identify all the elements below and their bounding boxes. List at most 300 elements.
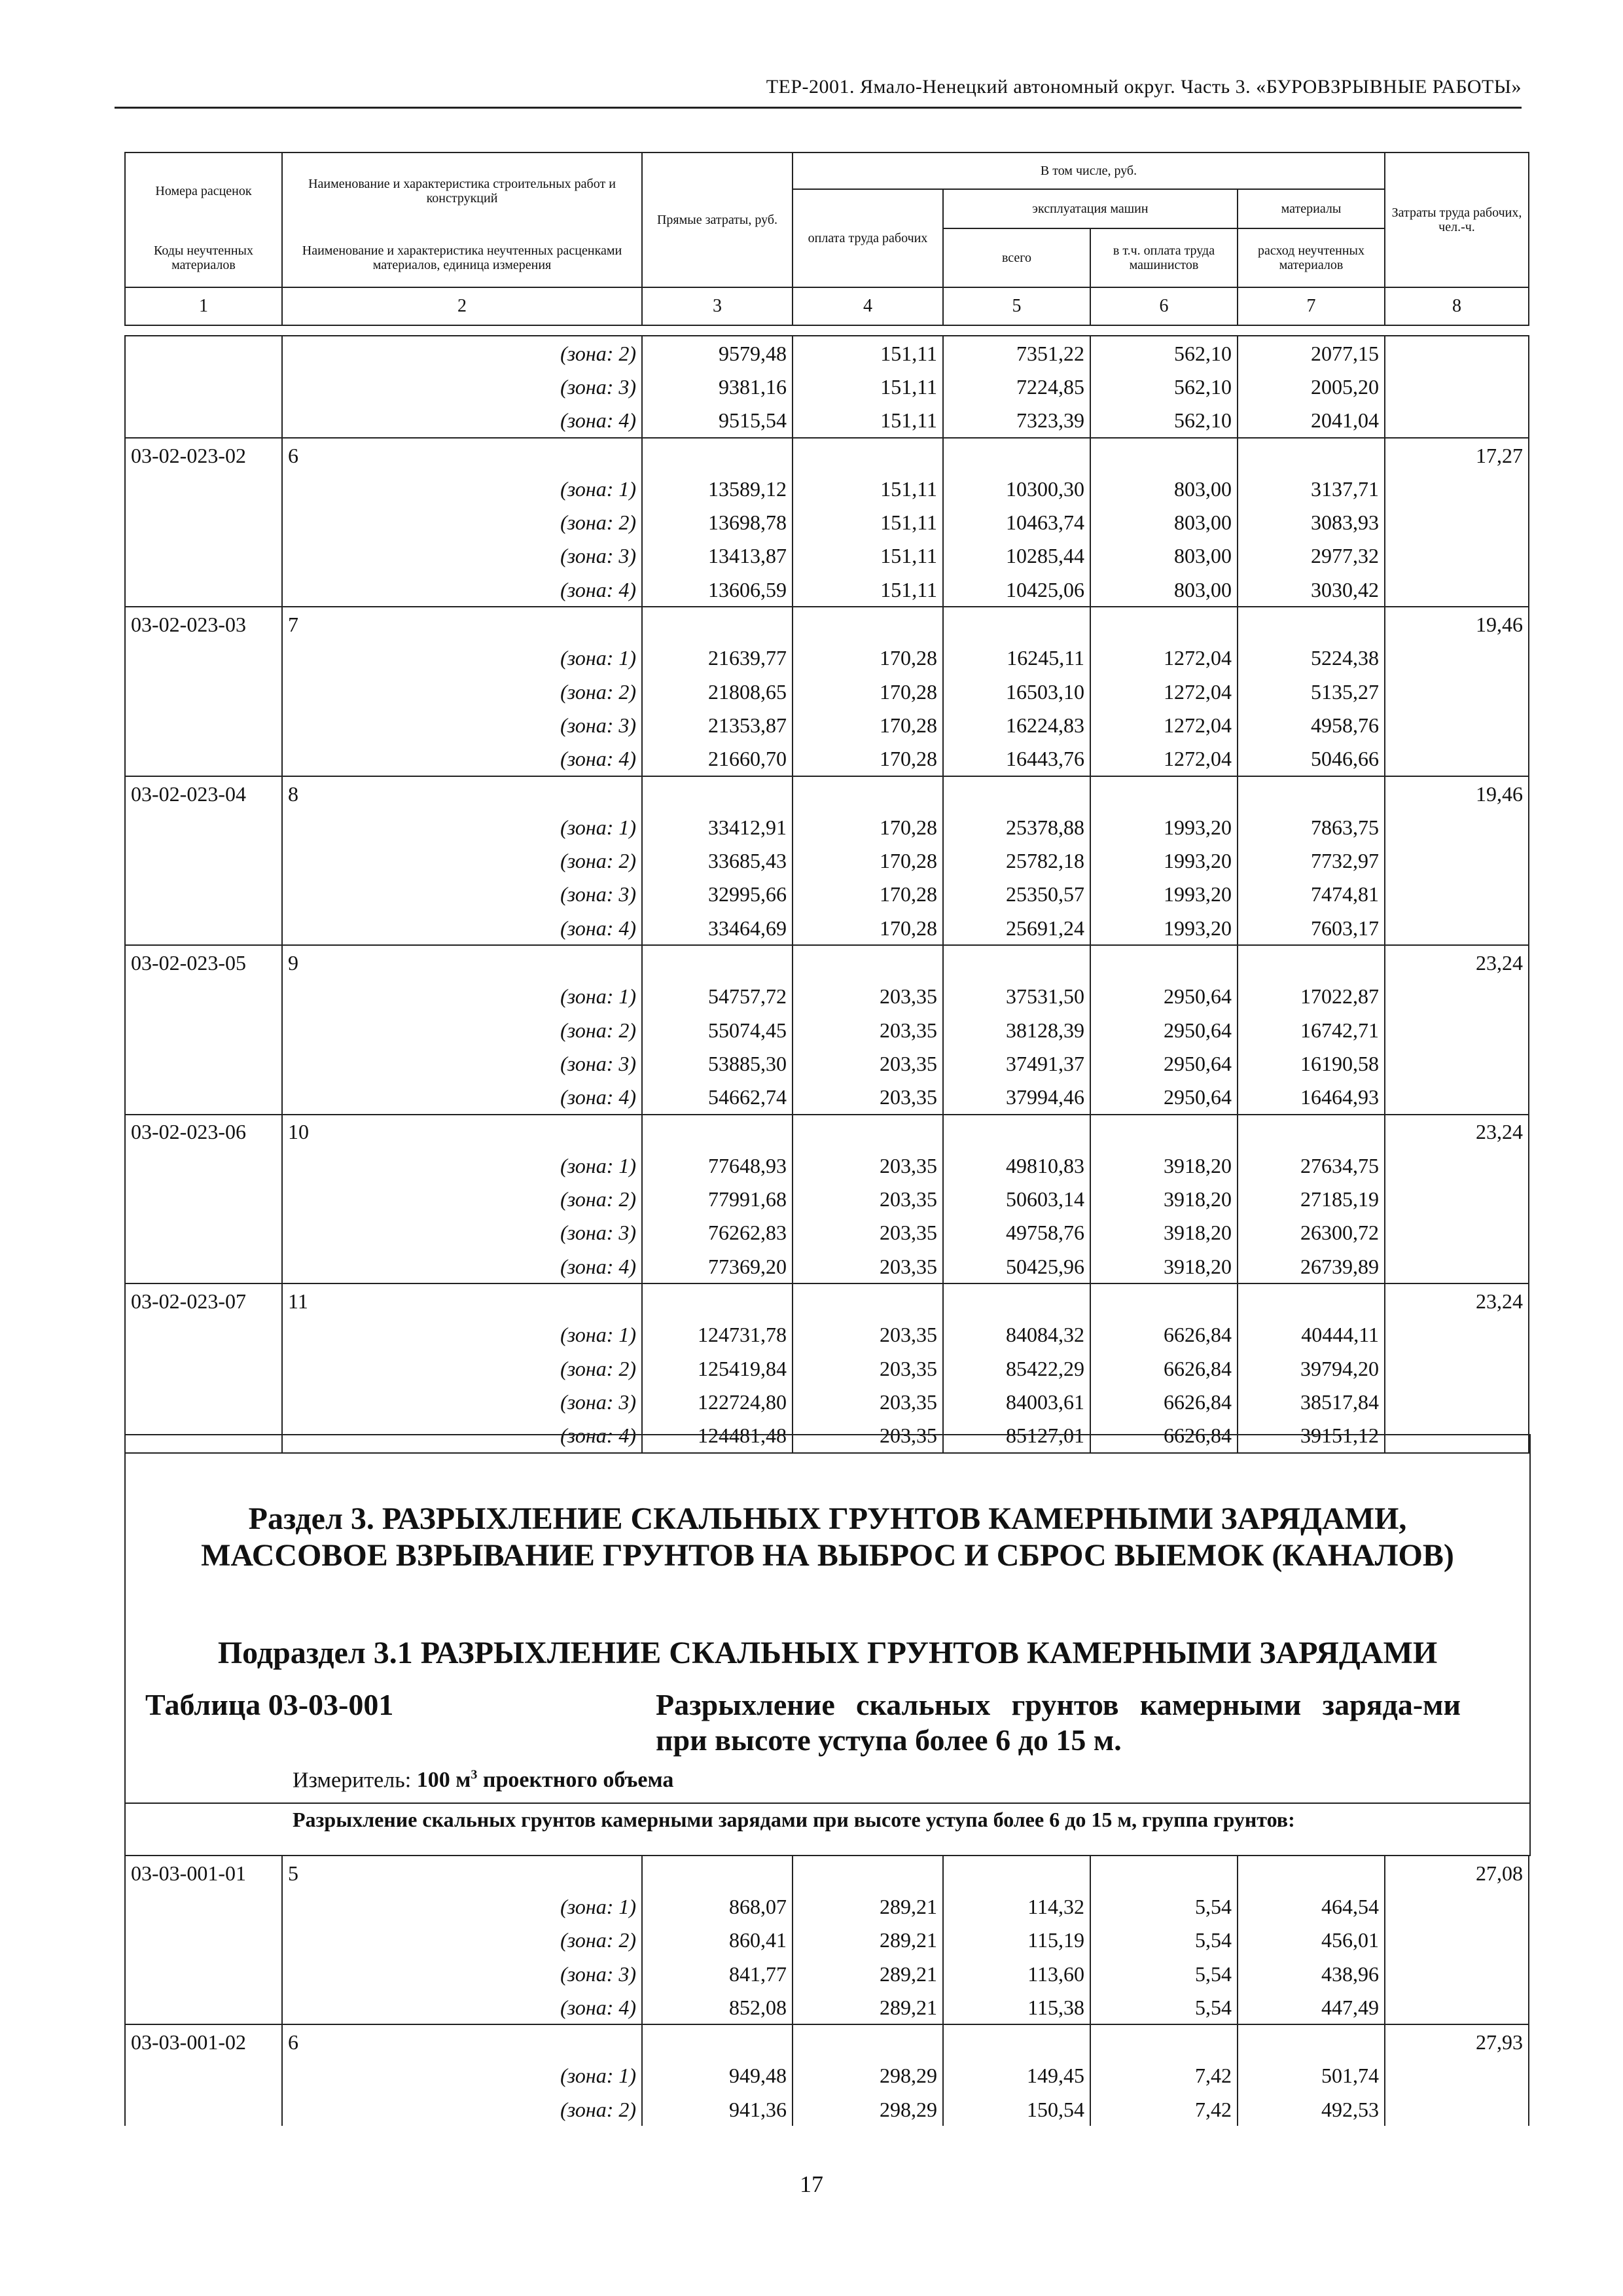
empty-cell: [125, 878, 282, 911]
machinists-pay: 2950,64: [1090, 1013, 1238, 1047]
empty-cell: [943, 1283, 1090, 1318]
zone-label: (зона: 1): [282, 1890, 642, 1923]
table-intro-text: Разрыхление скальных грунтов камерными зарядами при высоте уступа более 6 до 15 м, группа грунтов:: [293, 1808, 1295, 1831]
zone-row: [125, 1249, 1529, 1283]
workers-pay: 170,28: [793, 810, 943, 844]
empty-cell: [1238, 1115, 1385, 1149]
materials: 7732,97: [1238, 844, 1385, 877]
direct-cost: 9515,54: [642, 404, 793, 438]
direct-cost: 122724,80: [642, 1385, 793, 1418]
table-number: Таблица 03-03-001: [145, 1688, 394, 1721]
zone-label: (зона: 2): [282, 2092, 642, 2126]
empty-cell: [642, 438, 793, 472]
zone-label: (зона: 3): [282, 878, 642, 911]
empty-cell: [125, 1047, 282, 1080]
empty-cell: [943, 607, 1090, 641]
header-machines: эксплуатация машин: [943, 189, 1238, 228]
zone-row: [125, 1890, 1529, 1923]
header-unaccounted-materials: расход неучтенных материалов: [1238, 228, 1385, 287]
zone-label: (зона: 2): [282, 336, 642, 370]
zone-row: [125, 539, 1529, 573]
workers-pay: 170,28: [793, 742, 943, 776]
empty-cell: [642, 776, 793, 810]
zone-label: (зона: 4): [282, 404, 642, 438]
rate-header-row: [125, 1115, 1529, 1149]
empty-cell: [1385, 472, 1529, 505]
empty-cell: [1385, 1182, 1529, 1215]
workers-pay: 203,35: [793, 1013, 943, 1047]
workers-pay: 289,21: [793, 1924, 943, 1957]
soil-group: 9: [282, 945, 642, 979]
empty-cell: [125, 980, 282, 1013]
empty-cell: [793, 945, 943, 979]
zone-row: [125, 1957, 1529, 1990]
direct-cost: 21660,70: [642, 742, 793, 776]
subsection-title: Подраздел 3.1 РАЗРЫХЛЕНИЕ СКАЛЬНЫХ ГРУНТОВ КАМЕРНЫМИ ЗАРЯДАМИ: [217, 1636, 1438, 1670]
machines-total: 10425,06: [943, 573, 1090, 607]
zone-label: (зона: 4): [282, 1419, 642, 1453]
rate-code: 03-02-023-03: [125, 607, 282, 641]
empty-cell: [125, 1924, 282, 1957]
empty-cell: [125, 1957, 282, 1990]
empty-cell: [125, 505, 282, 539]
soil-group: 10: [282, 1115, 642, 1149]
machinists-pay: 3918,20: [1090, 1216, 1238, 1249]
zone-row: [125, 472, 1529, 505]
empty-cell: [125, 1149, 282, 1182]
empty-cell: [793, 776, 943, 810]
empty-cell: [642, 2024, 793, 2058]
direct-cost: 55074,45: [642, 1013, 793, 1047]
empty-cell: [125, 336, 282, 370]
zone-label: (зона: 1): [282, 2059, 642, 2092]
header-including: В том числе, руб.: [793, 152, 1385, 189]
labor-cost: 23,24: [1385, 945, 1529, 979]
header-material-names: Наименование и характеристика неучтенных расценками материалов, единица измерения: [282, 228, 642, 287]
soil-group: 11: [282, 1283, 642, 1318]
zone-row: [125, 2092, 1529, 2126]
machinists-pay: 1993,20: [1090, 911, 1238, 945]
soil-group: 8: [282, 776, 642, 810]
workers-pay: 151,11: [793, 472, 943, 505]
empty-cell: [642, 1115, 793, 1149]
machines-total: 37491,37: [943, 1047, 1090, 1080]
empty-cell: [1090, 1115, 1238, 1149]
rate-code: 03-02-023-04: [125, 776, 282, 810]
materials: 5224,38: [1238, 641, 1385, 675]
zone-label: (зона: 4): [282, 911, 642, 945]
materials: 16190,58: [1238, 1047, 1385, 1080]
empty-cell: [642, 1856, 793, 1890]
zone-row: [125, 641, 1529, 675]
materials: 4958,76: [1238, 708, 1385, 742]
zone-row: [125, 1216, 1529, 1249]
empty-cell: [1385, 878, 1529, 911]
direct-cost: 21808,65: [642, 675, 793, 708]
zone-row: [125, 1081, 1529, 1115]
machinists-pay: 562,10: [1090, 370, 1238, 403]
machinists-pay: 1272,04: [1090, 708, 1238, 742]
direct-cost: 124481,48: [642, 1419, 793, 1453]
machines-total: 16245,11: [943, 641, 1090, 675]
column-number: 7: [1238, 287, 1385, 325]
empty-cell: [125, 2059, 282, 2092]
zone-row: [125, 1385, 1529, 1418]
machines-total: 7224,85: [943, 370, 1090, 403]
empty-cell: [1385, 1352, 1529, 1385]
workers-pay: 203,35: [793, 1352, 943, 1385]
empty-cell: [1385, 1047, 1529, 1080]
zone-row: [125, 2059, 1529, 2092]
zone-row: [125, 370, 1529, 403]
machines-total: 10300,30: [943, 472, 1090, 505]
machines-total: 114,32: [943, 1890, 1090, 1923]
empty-cell: [125, 1216, 282, 1249]
direct-cost: 860,41: [642, 1924, 793, 1957]
machines-total: 50425,96: [943, 1249, 1090, 1283]
header-labor: Затраты труда рабочих, чел.-ч.: [1385, 152, 1529, 287]
workers-pay: 203,35: [793, 1318, 943, 1352]
materials: 3083,93: [1238, 505, 1385, 539]
rate-header-row: [125, 438, 1529, 472]
measure-value: 100 $м^3$ проектного объема: [416, 1768, 674, 1793]
machinists-pay: 5,54: [1090, 1890, 1238, 1923]
empty-cell: [793, 2024, 943, 2058]
empty-cell: [1385, 1385, 1529, 1418]
zone-label: (зона: 3): [282, 539, 642, 573]
direct-cost: 13698,78: [642, 505, 793, 539]
materials: 438,96: [1238, 1957, 1385, 1990]
machinists-pay: 5,54: [1090, 1957, 1238, 1990]
machines-total: 115,38: [943, 1990, 1090, 2024]
empty-cell: [1385, 2059, 1529, 2092]
machinists-pay: 2950,64: [1090, 1081, 1238, 1115]
workers-pay: 203,35: [793, 1249, 943, 1283]
zone-label: (зона: 4): [282, 1249, 642, 1283]
zone-row: [125, 980, 1529, 1013]
empty-cell: [1090, 2024, 1238, 2058]
direct-cost: 77648,93: [642, 1149, 793, 1182]
empty-cell: [1238, 1283, 1385, 1318]
empty-cell: [943, 1115, 1090, 1149]
materials: 27634,75: [1238, 1149, 1385, 1182]
machines-total: 113,60: [943, 1957, 1090, 1990]
empty-cell: [1385, 1890, 1529, 1923]
rate-code: 03-03-001-01: [125, 1856, 282, 1890]
workers-pay: 203,35: [793, 1047, 943, 1080]
zone-label: (зона: 1): [282, 472, 642, 505]
rate-header-row: [125, 1856, 1529, 1890]
machines-total: 115,19: [943, 1924, 1090, 1957]
rate-header-row: [125, 945, 1529, 979]
rate-header-row: [125, 776, 1529, 810]
empty-cell: [1385, 810, 1529, 844]
machines-total: 7351,22: [943, 336, 1090, 370]
rate-header-row: [125, 607, 1529, 641]
materials: 3137,71: [1238, 472, 1385, 505]
header-machinists-pay: в т.ч. оплата труда машинистов: [1090, 228, 1238, 287]
zone-label: (зона: 3): [282, 708, 642, 742]
header-direct-costs: Прямые затраты, руб.: [642, 152, 793, 287]
direct-cost: 53885,30: [642, 1047, 793, 1080]
empty-cell: [793, 1856, 943, 1890]
machines-total: 25782,18: [943, 844, 1090, 877]
soil-group: 6: [282, 2024, 642, 2058]
rate-header-row: [125, 2024, 1529, 2058]
rates-table-top: [124, 335, 1528, 1454]
header-rate-numbers: Номера расценок: [125, 152, 282, 228]
empty-cell: [125, 573, 282, 607]
materials: 26739,89: [1238, 1249, 1385, 1283]
labor-cost: 27,93: [1385, 2024, 1529, 2058]
workers-pay: 170,28: [793, 911, 943, 945]
machines-total: 85127,01: [943, 1419, 1090, 1453]
empty-cell: [125, 844, 282, 877]
zone-row: [125, 1924, 1529, 1957]
machines-total: 10463,74: [943, 505, 1090, 539]
direct-cost: 941,36: [642, 2092, 793, 2126]
header-work-name: Наименование и характеристика строительных работ и конструкций: [282, 152, 642, 228]
empty-cell: [1385, 2092, 1529, 2126]
machines-total: 25350,57: [943, 878, 1090, 911]
machines-total: 37994,46: [943, 1081, 1090, 1115]
materials: 2005,20: [1238, 370, 1385, 403]
empty-cell: [1238, 1856, 1385, 1890]
machines-total: 49758,76: [943, 1216, 1090, 1249]
materials: 7603,17: [1238, 911, 1385, 945]
empty-cell: [943, 776, 1090, 810]
workers-pay: 170,28: [793, 641, 943, 675]
direct-cost: 54757,72: [642, 980, 793, 1013]
empty-cell: [793, 438, 943, 472]
measure-unit: [293, 1768, 673, 1793]
machines-total: 85422,29: [943, 1352, 1090, 1385]
machinists-pay: 5,54: [1090, 1924, 1238, 1957]
labor-cost: 23,24: [1385, 1283, 1529, 1318]
labor-cost: 19,46: [1385, 607, 1529, 641]
zone-label: (зона: 2): [282, 1013, 642, 1047]
direct-cost: 13606,59: [642, 573, 793, 607]
machinists-pay: 3918,20: [1090, 1182, 1238, 1215]
direct-cost: 13413,87: [642, 539, 793, 573]
empty-cell: [1385, 336, 1529, 370]
machines-total: 25378,88: [943, 810, 1090, 844]
machinists-pay: 1993,20: [1090, 878, 1238, 911]
materials: 501,74: [1238, 2059, 1385, 2092]
machinists-pay: 1272,04: [1090, 641, 1238, 675]
header-machines-total: всего: [943, 228, 1090, 287]
column-number: 5: [943, 287, 1090, 325]
section-heading-block: [124, 1434, 1531, 1805]
direct-cost: 868,07: [642, 1890, 793, 1923]
header-workers-pay: оплата труда рабочих: [793, 189, 943, 287]
table-header: [124, 152, 1528, 326]
machinists-pay: 7,42: [1090, 2092, 1238, 2126]
zone-label: (зона: 4): [282, 573, 642, 607]
machines-total: 50603,14: [943, 1182, 1090, 1215]
zone-row: [125, 1149, 1529, 1182]
workers-pay: 170,28: [793, 878, 943, 911]
machinists-pay: 6626,84: [1090, 1352, 1238, 1385]
zone-label: (зона: 1): [282, 1318, 642, 1352]
direct-cost: 33412,91: [642, 810, 793, 844]
rate-code: 03-02-023-05: [125, 945, 282, 979]
empty-cell: [1385, 844, 1529, 877]
zone-row: [125, 878, 1529, 911]
zone-label: (зона: 1): [282, 1149, 642, 1182]
direct-cost: 841,77: [642, 1957, 793, 1990]
materials: 3030,42: [1238, 573, 1385, 607]
page-number: 17: [800, 2171, 823, 2197]
empty-cell: [943, 2024, 1090, 2058]
zone-label: (зона: 3): [282, 1957, 642, 1990]
running-title: ТЕР-2001. Ямало-Ненецкий автономный округ. Часть 3. «БУРОВЗРЫВНЫЕ РАБОТЫ»: [766, 76, 1522, 98]
materials: 7474,81: [1238, 878, 1385, 911]
empty-cell: [1385, 1990, 1529, 2024]
materials: 447,49: [1238, 1990, 1385, 2024]
workers-pay: 298,29: [793, 2092, 943, 2126]
machines-total: 16443,76: [943, 742, 1090, 776]
empty-cell: [125, 370, 282, 403]
workers-pay: 289,21: [793, 1890, 943, 1923]
zone-row: [125, 675, 1529, 708]
empty-cell: [1385, 675, 1529, 708]
zone-label: (зона: 2): [282, 1352, 642, 1385]
direct-cost: 33464,69: [642, 911, 793, 945]
zone-row: [125, 1990, 1529, 2024]
direct-cost: 9579,48: [642, 336, 793, 370]
machinists-pay: 1272,04: [1090, 742, 1238, 776]
rate-code: 03-02-023-06: [125, 1115, 282, 1149]
empty-cell: [125, 1385, 282, 1418]
empty-cell: [1238, 776, 1385, 810]
zone-label: (зона: 4): [282, 1990, 642, 2024]
empty-cell: [125, 1318, 282, 1352]
machinists-pay: 6626,84: [1090, 1318, 1238, 1352]
materials: 5135,27: [1238, 675, 1385, 708]
empty-cell: [125, 2092, 282, 2126]
materials: 16742,71: [1238, 1013, 1385, 1047]
empty-cell: [642, 945, 793, 979]
workers-pay: 170,28: [793, 708, 943, 742]
machinists-pay: 562,10: [1090, 404, 1238, 438]
empty-cell: [125, 1081, 282, 1115]
empty-cell: [793, 1283, 943, 1318]
empty-cell: [125, 641, 282, 675]
zone-label: (зона: 2): [282, 1924, 642, 1957]
empty-cell: [1385, 708, 1529, 742]
machines-total: 84084,32: [943, 1318, 1090, 1352]
zone-label: (зона: 1): [282, 810, 642, 844]
machines-total: 16503,10: [943, 675, 1090, 708]
empty-cell: [1385, 742, 1529, 776]
materials: 492,53: [1238, 2092, 1385, 2126]
empty-cell: [125, 539, 282, 573]
workers-pay: 151,11: [793, 539, 943, 573]
workers-pay: 151,11: [793, 505, 943, 539]
materials: 26300,72: [1238, 1216, 1385, 1249]
zone-row: [125, 911, 1529, 945]
materials: 39794,20: [1238, 1352, 1385, 1385]
direct-cost: 77369,20: [642, 1249, 793, 1283]
labor-cost: 27,08: [1385, 1856, 1529, 1890]
measure-label: Измеритель:: [293, 1768, 412, 1793]
direct-cost: 125419,84: [642, 1352, 793, 1385]
empty-cell: [125, 810, 282, 844]
labor-cost: 23,24: [1385, 1115, 1529, 1149]
zone-row: [125, 742, 1529, 776]
workers-pay: 151,11: [793, 573, 943, 607]
empty-cell: [1385, 370, 1529, 403]
empty-cell: [125, 404, 282, 438]
empty-cell: [125, 675, 282, 708]
zone-row: [125, 573, 1529, 607]
empty-cell: [1090, 1283, 1238, 1318]
zone-label: (зона: 1): [282, 641, 642, 675]
empty-cell: [125, 1352, 282, 1385]
empty-cell: [1385, 1957, 1529, 1990]
machines-total: 25691,24: [943, 911, 1090, 945]
zone-row: [125, 404, 1529, 438]
labor-cost: 17,27: [1385, 438, 1529, 472]
workers-pay: 170,28: [793, 675, 943, 708]
empty-cell: [1090, 945, 1238, 979]
machines-total: 84003,61: [943, 1385, 1090, 1418]
machinists-pay: 3918,20: [1090, 1249, 1238, 1283]
empty-cell: [125, 1249, 282, 1283]
table-intro-row: [124, 1803, 1531, 1856]
workers-pay: 298,29: [793, 2059, 943, 2092]
machines-total: 16224,83: [943, 708, 1090, 742]
zone-row: [125, 1047, 1529, 1080]
rate-code: 03-02-023-02: [125, 438, 282, 472]
machinists-pay: 803,00: [1090, 573, 1238, 607]
materials: 38517,84: [1238, 1385, 1385, 1418]
empty-cell: [125, 911, 282, 945]
zone-row: [125, 810, 1529, 844]
zone-row: [125, 844, 1529, 877]
machinists-pay: 6626,84: [1090, 1385, 1238, 1418]
zone-label: (зона: 4): [282, 742, 642, 776]
empty-cell: [1385, 911, 1529, 945]
zone-row: [125, 505, 1529, 539]
empty-cell: [1385, 505, 1529, 539]
zone-label: (зона: 2): [282, 675, 642, 708]
zone-label: (зона: 3): [282, 1385, 642, 1418]
workers-pay: 151,11: [793, 404, 943, 438]
machinists-pay: 2950,64: [1090, 1047, 1238, 1080]
direct-cost: 949,48: [642, 2059, 793, 2092]
rate-code: 03-03-001-02: [125, 2024, 282, 2058]
machinists-pay: 5,54: [1090, 1990, 1238, 2024]
table-title: Разрыхление скальных грунтов камерными заряда-ми при высоте уступа более 6 до 15 м.: [656, 1688, 1461, 1757]
workers-pay: 289,21: [793, 1990, 943, 2024]
materials: 16464,93: [1238, 1081, 1385, 1115]
zone-row: [125, 708, 1529, 742]
column-number: 4: [793, 287, 943, 325]
rate-header-row: [125, 1283, 1529, 1318]
empty-cell: [943, 945, 1090, 979]
soil-group: 6: [282, 438, 642, 472]
column-number: 8: [1385, 287, 1529, 325]
empty-cell: [1385, 573, 1529, 607]
machinists-pay: 1993,20: [1090, 844, 1238, 877]
workers-pay: 151,11: [793, 370, 943, 403]
direct-cost: 21639,77: [642, 641, 793, 675]
empty-cell: [1385, 641, 1529, 675]
workers-pay: 203,35: [793, 980, 943, 1013]
empty-cell: [1238, 438, 1385, 472]
